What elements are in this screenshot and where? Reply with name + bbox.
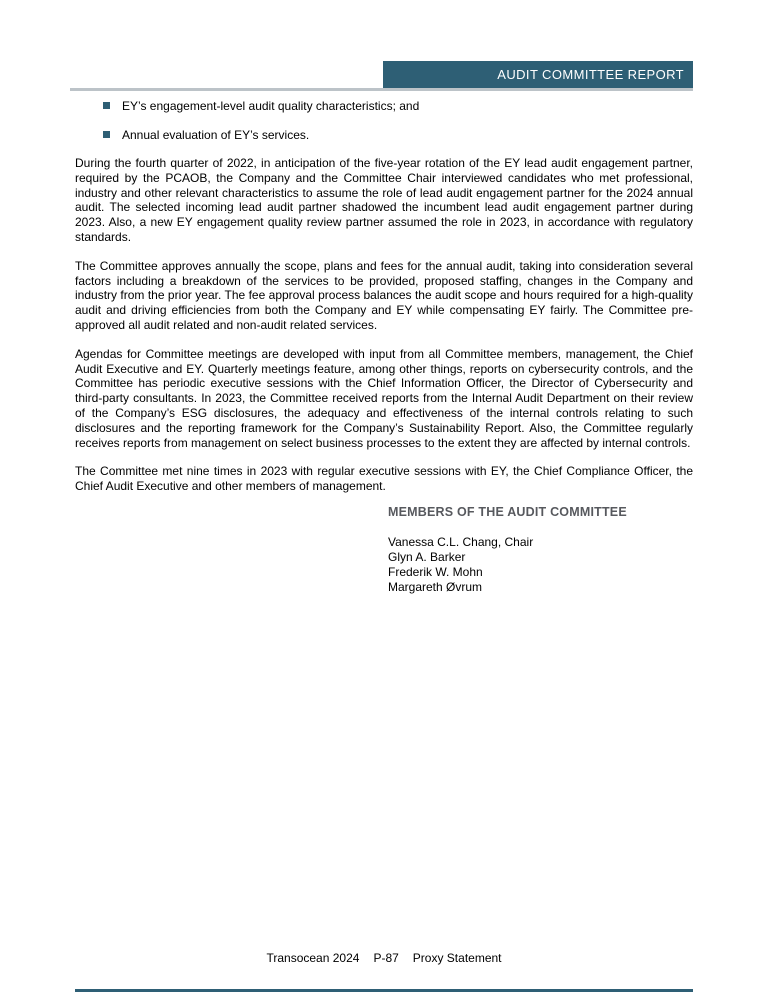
page-content (75, 97, 693, 595)
page-footer (0, 951, 768, 965)
list-item (103, 99, 693, 114)
list-item-text: EY’s engagement-level audit quality characteristics; and (122, 99, 420, 113)
footer-page-number: P-87 (373, 951, 399, 965)
footer-rule (75, 989, 693, 992)
member-name: Glyn A. Barker (388, 549, 466, 564)
section-banner-label: AUDIT COMMITTEE REPORT (497, 67, 684, 82)
member-name: Frederik W. Mohn (388, 564, 483, 579)
member-name: Vanessa C.L. Chang, Chair (388, 534, 534, 549)
member-name: Margareth Øvrum (388, 579, 483, 594)
header-divider (70, 88, 693, 91)
square-bullet-icon (103, 131, 110, 138)
square-bullet-icon (103, 102, 110, 109)
body-paragraph: Agendas for Committee meetings are developed with input from all Committee members, management, the Chief Audit Executive and EY. Quarterly meetings feature, among other things, reports on cybersecurity controls, and the Committee has periodic executive sessions with the Chief Information Officer, the Director of Cybersecurity and third-party consultants. In 2023, the Committee received reports from the Internal Audit Department on their review of the Company’s ESG disclosures, the adequacy and effectiveness of the internal controls relating to such disclosures and the reporting framework for the Company’s Sustainability Report. Also, the Committee regularly receives reports from management on select business processes to the extent they are affected by internal controls. (75, 346, 693, 450)
members-heading: MEMBERS OF THE AUDIT COMMITTEE (388, 504, 627, 519)
footer-brand: Transocean 2024 (266, 951, 360, 965)
list-item-text: Annual evaluation of EY’s services. (122, 127, 310, 142)
body-paragraph: The Committee approves annually the scope, plans and fees for the annual audit, taking into consideration several factors including a breakdown of the services to be provided, proposed staffing, changes in the Company and industry from the prior year. The fee approval process balances the audit scope and hours required for a high-quality audit and driving efficiencies from both the Company and EY while compensating EY fairly. The Committee pre-approved all audit related and non-audit related services. (75, 258, 693, 332)
bullet-list (75, 99, 693, 142)
body-paragraph: During the fourth quarter of 2022, in anticipation of the five-year rotation of the EY lead audit engagement partner, required by the PCAOB, the Company and the Committee Chair interviewed candidates who met professional, industry and other relevant characteristics to assume the role of lead audit engagement partner for the 2024 annual audit. The selected incoming lead audit partner shadowed the incumbent lead audit engagement partner during 2023. Also, a new EY engagement quality review partner assumed the role in 2023, in accordance with regulatory standards. (75, 156, 693, 244)
section-banner (383, 61, 693, 88)
footer-doc-type: Proxy Statement (412, 951, 502, 965)
body-paragraph: The Committee met nine times in 2023 with regular executive sessions with EY, the Chief Compliance Officer, the Chief Audit Executive and other members of management. (75, 464, 693, 494)
members-section (388, 505, 693, 595)
list-item (103, 128, 693, 143)
